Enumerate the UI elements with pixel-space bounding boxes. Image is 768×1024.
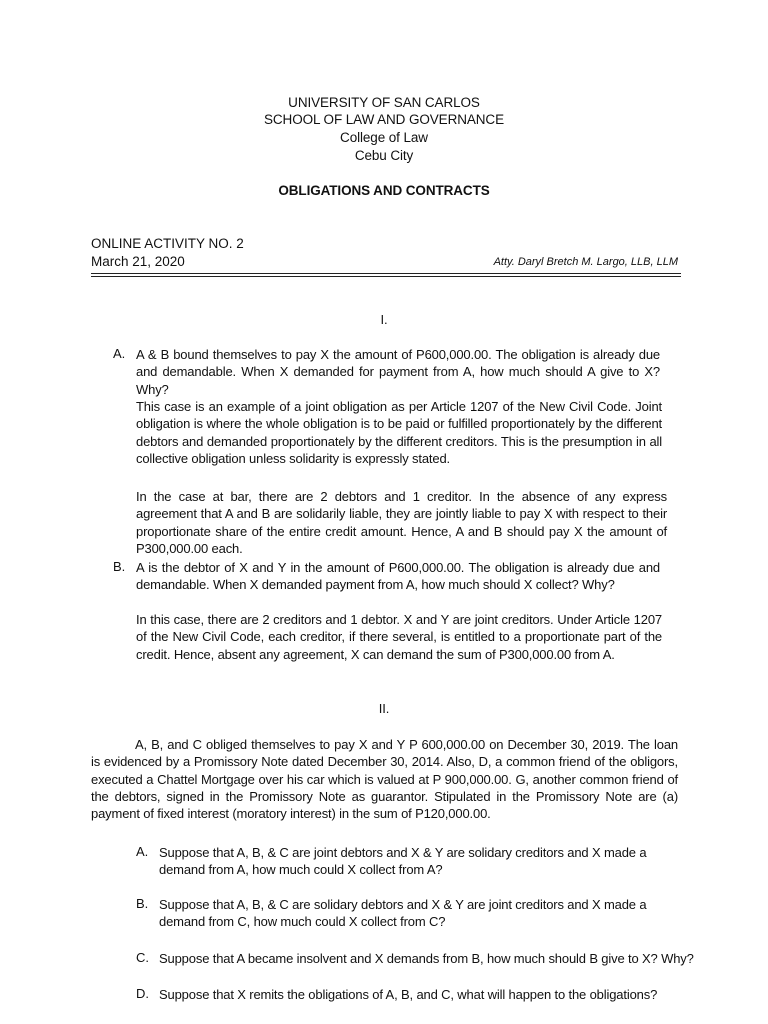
part-two-question-a-text: Suppose that A, B, & C are joint debtors and X & Y are solidary creditors and X made a demand from A, how much could X collect from A?	[159, 845, 647, 878]
question-a-text: A & B bound themselves to pay X the amount of P600,000.00. The obligation is already due and demandable. When X demanded for payment from A, how much should A give to X? Why?	[136, 347, 660, 397]
part-two-numeral: II.	[378, 701, 390, 716]
answer-b-paragraph: In this case, there are 2 creditors and 1 debtor. X and Y are joint creditors. Under Article 1207 of the New Civil Code, each creditor, if there several, is entitled to a proportionate part of the credit. Hence, absent any agreement, X can demand the sum of P300,000.00 from A.	[136, 612, 662, 662]
part-two-question-d-label: D.	[136, 986, 149, 1001]
part-two-facts: A, B, and C obliged themselves to pay X and Y P 600,000.00 on December 30, 2019. The loan is evidenced by a Promissory Note dated December 30, 2014. Also, D, a common friend of the obligors, executed a Chattel Mortgage over his car which is valued at P 900,000.00. G, another common friend of the debtors, signed in the Promissory Note as guarantor. Stipulated in the Promissory Note are (a) payment of fixed interest (moratory interest) in the sum of P120,000.00.	[91, 737, 678, 822]
school-name: SCHOOL OF LAW AND GOVERNANCE	[264, 112, 504, 127]
header-rule-bottom	[91, 276, 681, 277]
question-a-label: A.	[113, 346, 126, 361]
part-two-question-a-label: A.	[136, 844, 149, 859]
part-two-question-c-text: Suppose that A became insolvent and X demands from B, how much should B give to X? Why?	[159, 951, 694, 966]
author-signature: Atty. Daryl Bretch M. Largo, LLB, LLM	[493, 256, 678, 268]
answer-a-paragraph-1: This case is an example of a joint obligation as per Article 1207 of the New Civil Code. Joint obligation is where the whole obligation is to be paid or fulfilled proportionately by the different debtors and demanded proportionately by the different creditors. This is the presumption in all collective obligation unless solidarity is expressly stated.	[136, 399, 662, 466]
part-one-numeral: I.	[380, 312, 388, 327]
part-two-question-d-text: Suppose that X remits the obligations of A, B, and C, what will happen to the obligations?	[159, 987, 658, 1002]
part-two-question-b-text: Suppose that A, B, & C are solidary debtors and X & Y are joint creditors and X made a demand from C, how much could X collect from C?	[159, 897, 647, 930]
header-rule-top	[91, 273, 681, 274]
question-b-text: A is the debtor of X and Y in the amount of P600,000.00. The obligation is already due and demandable. When X demanded payment from A, how much should X collect? Why?	[136, 560, 660, 593]
part-two-question-c-label: C.	[136, 950, 149, 965]
city-name: Cebu City	[354, 148, 414, 163]
activity-date: March 21, 2020	[91, 254, 185, 269]
part-two-question-b-label: B.	[136, 896, 149, 911]
subject-title: OBLIGATIONS AND CONTRACTS	[278, 183, 490, 198]
college-name: College of Law	[340, 130, 428, 145]
question-b-label: B.	[113, 559, 126, 574]
activity-title: ONLINE ACTIVITY NO. 2	[91, 236, 244, 251]
university-name: UNIVERSITY OF SAN CARLOS	[288, 95, 480, 110]
answer-a-paragraph-2: In the case at bar, there are 2 debtors and 1 creditor. In the absence of any express agreement that A and B are solidarily liable, they are jointly liable to pay X with respect to their proportionate share of the entire credit amount. Hence, A and B should pay X the amount of P300,000.00 each.	[136, 489, 667, 556]
